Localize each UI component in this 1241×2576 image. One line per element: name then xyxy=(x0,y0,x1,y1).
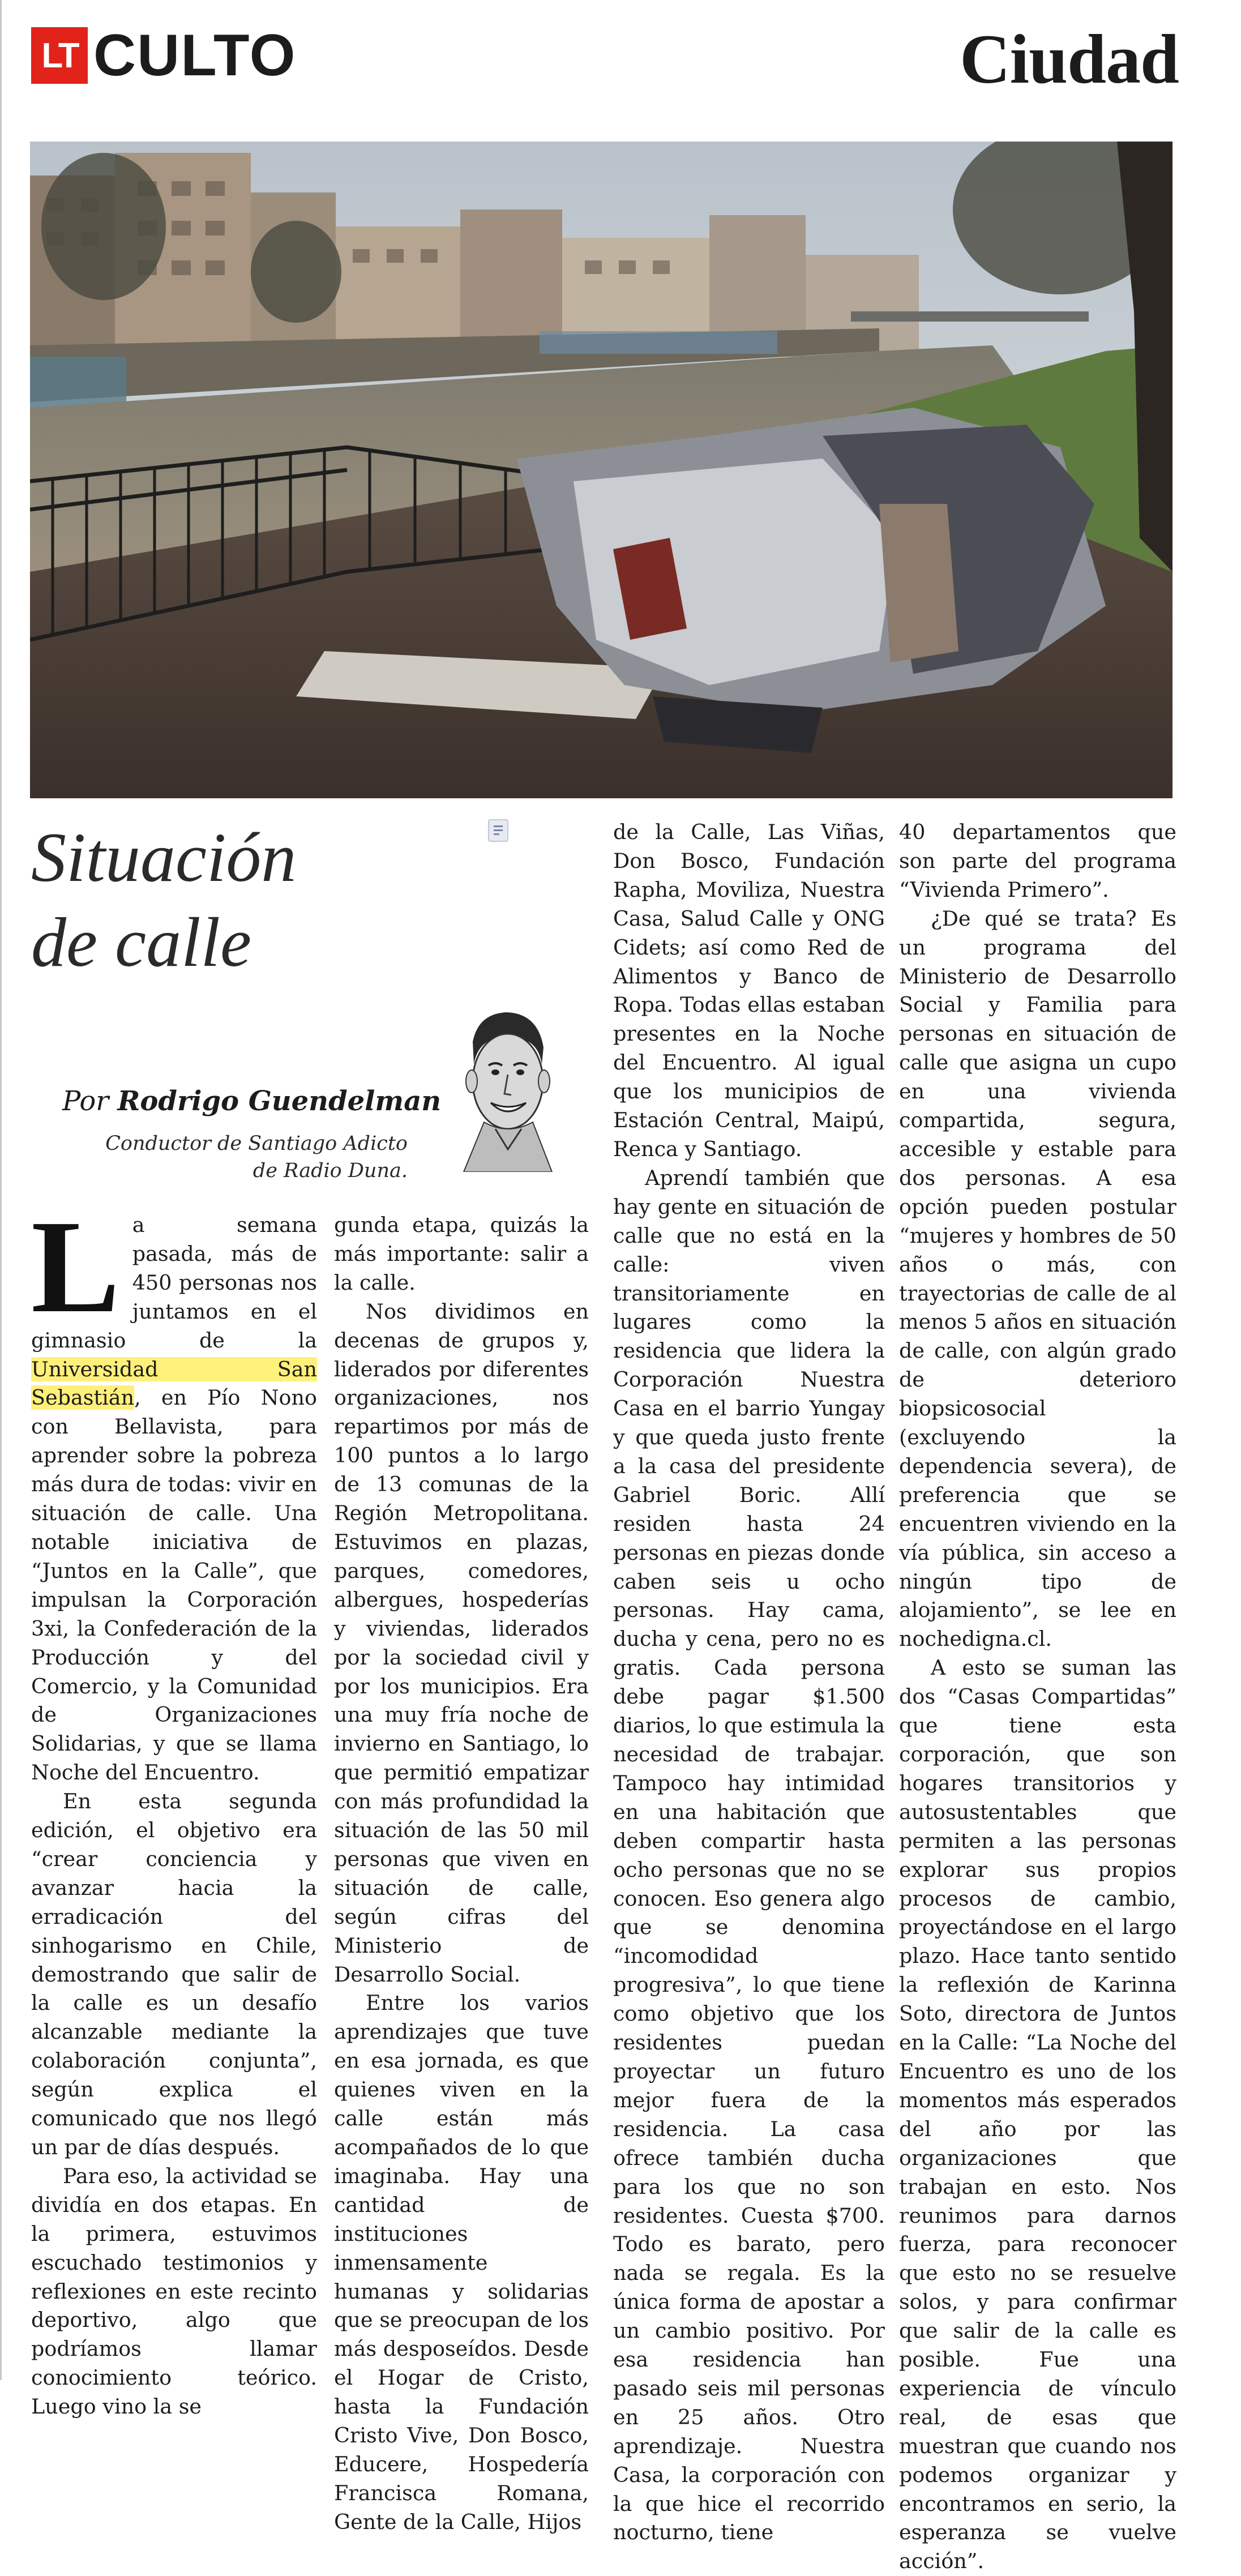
article-photo xyxy=(30,142,1172,798)
lt-logo: LT xyxy=(31,27,88,84)
text-column-3 xyxy=(613,818,885,2547)
photo-image xyxy=(30,142,1172,798)
title-line-2: de calle xyxy=(31,904,252,981)
paragraph-1 xyxy=(31,1193,317,1787)
paragraph-6: Aprendí también que hay gente en situación de calle que no está en la calle: viven transitoriamente en lugares como la residencia que lidera la Corporación Nuestra Casa en el barrio Yungay y que queda justo frente a la casa del presidente Gabriel Boric. Allí residen hasta 24 personas en piezas donde caben seis u ocho personas. Hay cama, ducha y cena, pero no es gratis. Cada persona debe pagar $1.500 diarios, lo que estimula la necesidad de trabajar. Tampoco hay intimidad en una habitación que deben compartir hasta ocho personas que no se conocen. Eso genera algo que se denomina “incomodidad progresiva”, lo que tiene como objetivo que los residentes puedan proyectar un futuro mejor fuera de la residencia. La casa ofrece también ducha para los que no son residentes. Cuesta $700. Todo es barato, pero nada se regala. Es la única forma de apostar a un cambio positivo. Por esa residencia han pasado seis mil personas en 25 años. Otro aprendizaje. Nuestra Casa, la corporación con la que hice el recorrido nocturno, tiene xyxy=(613,1165,885,2545)
paragraph-6b: 40 departamentos que son parte del programa “Vivienda Primero”. xyxy=(899,820,1176,902)
paragraph-3a: Para eso, la actividad se dividía en dos etapas. En la primera, estuvimos escuchado testimonios y reflexiones en este recinto deportivo, algo que podríamos llamar conocimiento teórico. Luego vino la se xyxy=(31,2163,317,2419)
paragraph-2: En esta segunda edición, el objetivo era “crear conciencia y avanzar hacia la erradicación del sinhogarismo en Chile, demostrando que salir de la calle es un desafío alcanzable mediante la colaboración conjunta”, según explica el comunicado que nos llegó un par de días después. xyxy=(31,1789,317,2159)
highlighted-text[interactable]: Universidad San Sebastián xyxy=(31,1357,317,1410)
byline-prefix: Por xyxy=(62,1085,109,1117)
title-line-1: Situación xyxy=(31,819,297,896)
paragraph-1-text-a: a semana pasada, más de 450 personas nos juntamos en el gimnasio de la xyxy=(31,1213,317,1353)
paragraph-5a: Entre los varios aprendizajes que tuve en esa jornada, es que quienes viven en la calle están más acompañados de lo que imaginaba. Hay una cantidad de instituciones inmensamente humanas y solidarias que se preocupan de los más desposeídos. Desde el Hogar de Cristo, hasta la Fundación Cristo Vive, Don Bosco, Educere, Hospedería Francisca Romana, Gente de la Calle, Hijos xyxy=(334,1991,589,2534)
paragraph-7: ¿De qué se trata? Es un programa del Ministerio de Desarrollo Social y Familia para personas en situación de calle que asigna un cupo en una vivienda compartida, segura, accesible y estable para dos personas. A esa opción pueden postular “mujeres y hombres de 50 años o más, con trayectorias de calle de al menos 5 años en situación de calle, con algún grado de deterioro biopsicosocial (excluyendo la dependencia severa), de preferencia que se encuentren viviendo en la vía pública, sin acceso a ningún tipo de alojamiento”, se lee en nochedigna.cl. xyxy=(899,906,1176,1651)
paragraph-3b: gunda etapa, quizás la más importante: salir a la calle. xyxy=(334,1213,589,1295)
byline xyxy=(62,1084,441,1118)
text-column-4 xyxy=(899,818,1176,2576)
article-title xyxy=(31,815,296,985)
text-column-1 xyxy=(31,1193,317,2421)
author-role-line-1: Conductor de Santiago Adicto xyxy=(105,1132,408,1155)
paragraph-5b: de la Calle, Las Viñas, Don Bosco, Fundación Rapha, Moviliza, Nuestra Casa, Salud Calle y ONG Cidets; así como Red de Alimentos y Banco de Ropa. Todas ellas estaban presentes en la Noche del Encuentro. Al igual que los municipios de Estación Central, Maipú, Renca y Santiago. xyxy=(613,820,885,1161)
author-portrait-image xyxy=(439,1002,575,1172)
author-name: Rodrigo Guendelman xyxy=(117,1085,442,1117)
drop-cap: L xyxy=(31,1193,120,1340)
paragraph-1-text-b: , en Pío Nono con Bellavista, para aprender sobre la pobreza más dura de todas: vivir en situación de calle. Una notable iniciativa de “Juntos en la Calle”, que impulsan la Corporación 3xi, la Confederación de la Producción y del Comercio, y la Comunidad de Organizaciones Solidarias, y que se llama Noche del Encuentro. xyxy=(31,1385,317,1785)
text-column-2 xyxy=(334,1211,589,2537)
author-role-line-2: de Radio Duna. xyxy=(253,1159,408,1182)
masthead xyxy=(31,23,297,88)
author-role xyxy=(68,1130,408,1184)
paragraph-8: A esto se suman las dos “Casas Compartidas” que tiene esta corporación, que son hogares transitorios y autosustentables que permiten a las personas explorar sus propios procesos de cambio, proyectándose en el largo plazo. Hace tanto sentido la reflexión de Karinna Soto, directora de Juntos en la Calle: “La Noche del Encuentro es uno de los momentos más esperados del año por las organizaciones que trabajan en esto. Nos reunimos para darnos fuerza, para reconocer que esto no se resuelve solos, y para confirmar que salir de la calle es posible. Fue una experiencia de vínculo real, de esas que muestran que cuando nos podemos organizar y encontramos en serio, la esperanza se vuelve acción”. xyxy=(899,1655,1176,2574)
section-title: Ciudad xyxy=(960,20,1179,98)
brand-name: CULTO xyxy=(93,23,297,88)
author-portrait xyxy=(439,1002,575,1172)
page-edge xyxy=(0,0,2,2380)
note-icon[interactable] xyxy=(488,819,508,842)
paragraph-4: Nos dividimos en decenas de grupos y, liderados por diferentes organizaciones, nos repartimos por más de 100 puntos a lo largo de 13 comunas de la Región Metropolitana. Estuvimos en plazas, parques, comedores, albergues, hospederías y viviendas, liderados por la sociedad civil y por los municipios. Era una muy fría noche de invierno en Santiago, lo que permitió empatizar con más profundidad la situación de las 50 mil personas que viven en situación de calle, según cifras del Ministerio de Desarrollo Social. xyxy=(334,1299,589,1987)
